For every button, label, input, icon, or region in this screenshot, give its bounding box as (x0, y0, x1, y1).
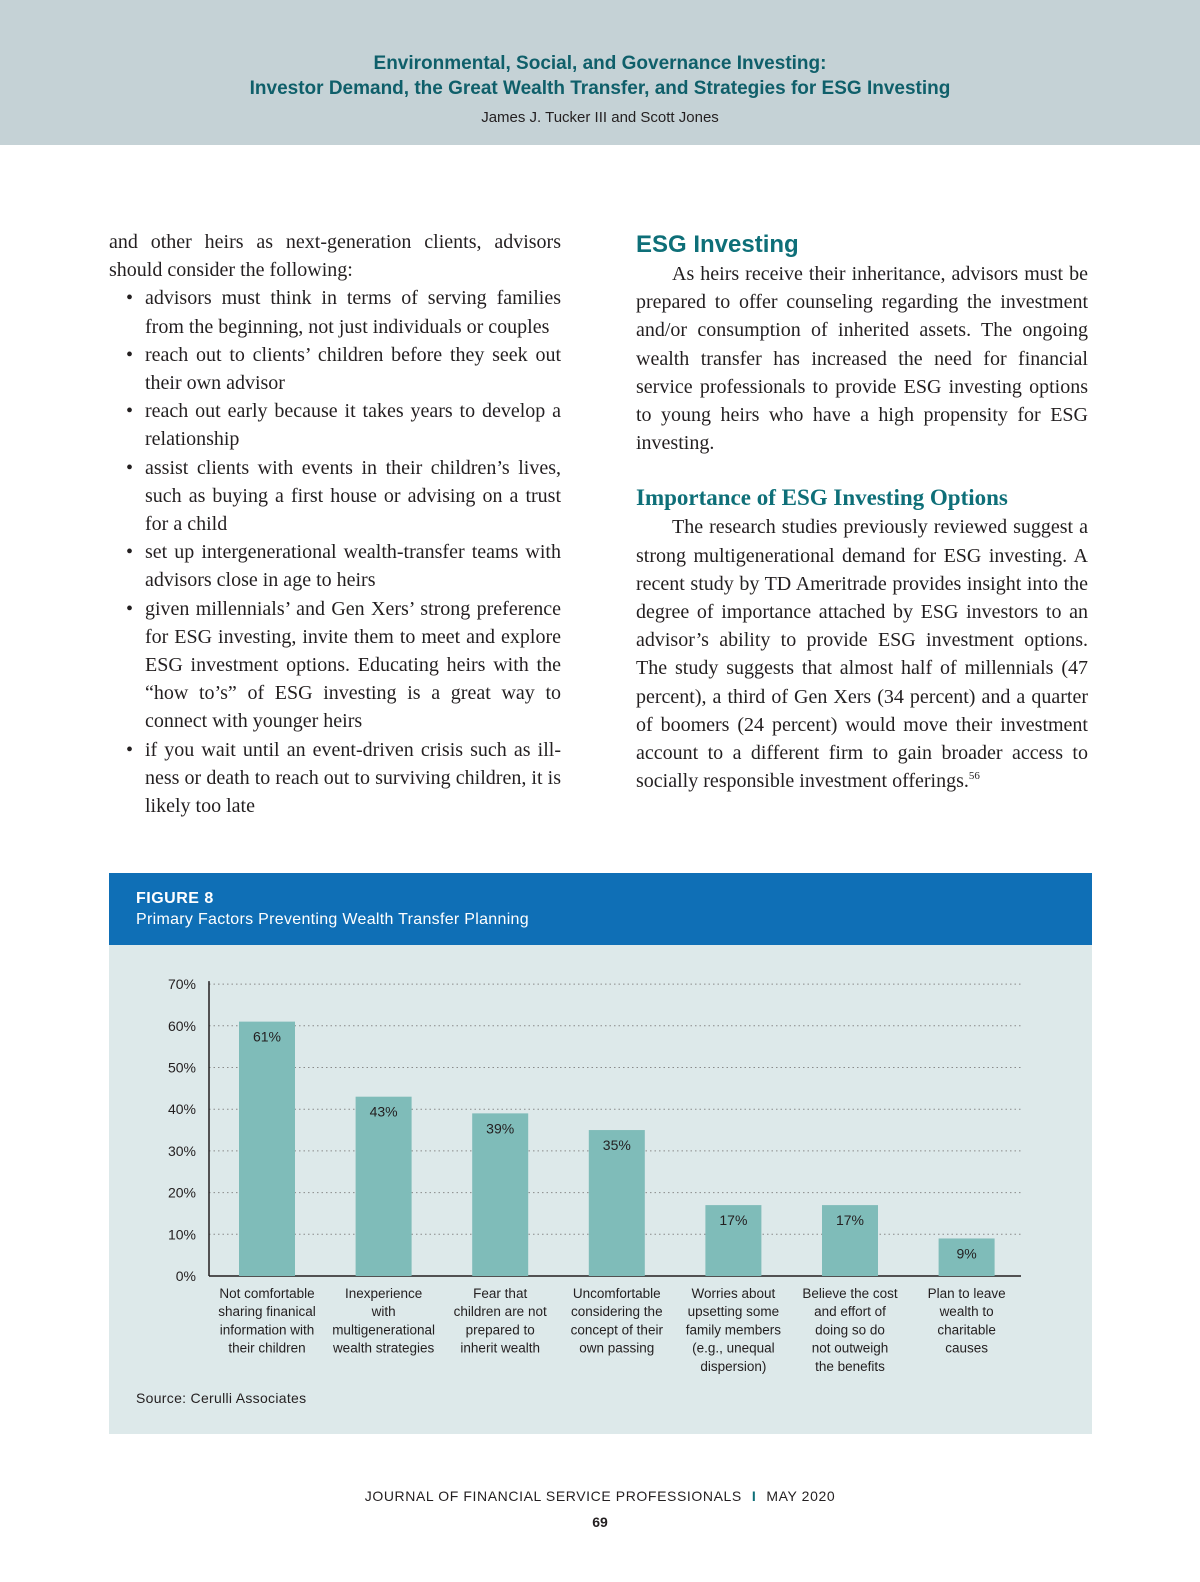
figure-title: Primary Factors Preventing Wealth Transfer Planning (136, 911, 529, 928)
y-tick-label: 50% (167, 1059, 196, 1076)
esg-paragraph: As heirs receive their inheritance, advisors must be prepared to offer counseling regarding the investment and/or consumption of inherited assets. The ongoing wealth transfer has increased the need for financial service professionals to provide ESG investing options to young heirs who have a high propensity for ESG investing. (636, 263, 1088, 455)
bullet-item (109, 397, 561, 453)
page-number: 69 (592, 1514, 608, 1530)
x-category-label: information with (219, 1322, 315, 1338)
bar (356, 1097, 412, 1276)
left-column (109, 228, 561, 820)
footer-separator: I (751, 1488, 757, 1504)
bullet-text: set up intergenerational wealth-transfer teams with advisors close in age to heirs (145, 541, 561, 592)
figure-label: FIGURE 8 (136, 890, 214, 907)
x-category-label: upsetting some (687, 1304, 780, 1320)
bullet-text: advisors must think in terms of serving families from the beginning, not just individuals or couples (145, 287, 561, 338)
journal-name: JOURNAL OF FINANCIAL SERVICE PROFESSIONALS (364, 1488, 742, 1504)
left-intro: and other heirs as next-generation clients, advisors should consider the following: (109, 231, 561, 282)
bullet-item (109, 454, 561, 539)
x-category-label: sharing finanical (218, 1304, 316, 1320)
bullet-text: reach out to clients’ children before they seek out their own advisor (145, 343, 561, 395)
x-category-label: charitable (937, 1322, 996, 1338)
x-category-label: own passing (579, 1340, 655, 1356)
bar-value-label: 43% (369, 1103, 398, 1120)
y-tick-label: 60% (167, 1017, 196, 1034)
x-category-label: Fear that (473, 1286, 528, 1301)
x-category-label: not outweigh (811, 1340, 889, 1356)
x-category-label: dispersion) (700, 1358, 767, 1374)
bullet-text: assist clients with events in their children’s lives, such as buying a first house or advising on a trust for a child (145, 456, 561, 536)
x-category-label: children are not (453, 1304, 547, 1320)
subsection-heading: Importance of ESG Investing Options (636, 485, 1008, 511)
bullet-item (109, 284, 561, 340)
bullet-text: given millennials’ and Gen Xers’ strong preference for ESG investing, invite them to meet and explore ESG investment options. Educating heirs with the “how to’s” of ESG investing is a great way to connect with younger heirs (145, 597, 561, 733)
right-column (636, 228, 1088, 795)
x-category-label: the benefits (815, 1358, 885, 1374)
x-category-label: multigenerational (332, 1322, 436, 1338)
bullet-item (109, 538, 561, 594)
bullet-icon: • (126, 343, 134, 366)
figure-source: Source: Cerulli Associates (136, 1390, 307, 1406)
bullet-icon: • (126, 597, 134, 620)
bar-value-label: 61% (252, 1028, 282, 1045)
x-category-label: Inexperience (344, 1286, 423, 1301)
bullet-item (109, 341, 561, 397)
x-category-label: Plan to leave (927, 1286, 1006, 1301)
y-tick-label: 0% (175, 1268, 196, 1284)
x-category-label: (e.g., unequal (692, 1340, 775, 1356)
y-tick-label: 10% (167, 1226, 196, 1243)
header-title-line1: Environmental, Social, and Governance Investing: (373, 53, 827, 74)
bullet-icon: • (126, 456, 134, 479)
bullet-icon: • (126, 541, 134, 564)
bar-value-label: 17% (835, 1212, 865, 1229)
bullet-text: reach out early because it takes years to develop a relationship (145, 400, 561, 451)
bullet-icon: • (126, 287, 134, 310)
bar-value-label: 17% (719, 1212, 748, 1229)
bar-value-label: 9% (956, 1245, 977, 1262)
x-category-label: concept of their (570, 1322, 663, 1338)
figure-body (109, 945, 1092, 1434)
x-category-label: considering the (571, 1304, 663, 1320)
bullet-icon: • (126, 400, 134, 423)
bullet-item (109, 595, 561, 736)
y-tick-label: 30% (167, 1142, 196, 1159)
bullet-item (109, 736, 561, 821)
bar (239, 1022, 295, 1276)
y-tick-label: 40% (167, 1101, 196, 1118)
x-category-label: wealth strategies (332, 1340, 435, 1356)
bar (472, 1113, 528, 1276)
x-category-label: doing so do (815, 1322, 885, 1338)
importance-paragraph (636, 513, 1088, 795)
y-tick-label: 20% (167, 1184, 196, 1201)
footer-journal (0, 1488, 1200, 1504)
x-category-label: family members (685, 1322, 782, 1338)
advisor-bullet-list (109, 284, 561, 820)
issue-date: MAY 2020 (766, 1488, 836, 1504)
x-category-label: Worries about (691, 1286, 776, 1301)
x-category-label: their children (228, 1340, 306, 1356)
x-category-label: causes (945, 1340, 988, 1356)
x-category-label: Believe the cost (802, 1286, 898, 1301)
bar-value-label: 39% (486, 1120, 515, 1137)
y-tick-label: 70% (167, 976, 196, 993)
x-category-label: prepared to (465, 1322, 535, 1338)
x-category-label: inherit wealth (460, 1340, 540, 1356)
section-heading: ESG Investing (636, 231, 799, 258)
header-title-line2: Investor Demand, the Great Wealth Transfer, and Strategies for ESG Investing (249, 78, 951, 99)
bar-chart (109, 945, 1092, 1385)
x-category-label: and effort of (814, 1304, 886, 1320)
importance-paragraph-text: The research studies previously reviewed suggest a strong multigenerational demand for ESG investing. A recent study by TD Ameritrade provides insight into the degree of importance attached by ESG investors to an advisor’s ability to provide ESG investment options. The study suggests that almost half of millennials (47 percent), a third of Gen Xers (34 percent) and a quarter of boomers (24 percent) would move their investment account to a different firm to gain broader access to socially responsible investment offerings. (636, 516, 1088, 793)
header-authors: James J. Tucker III and Scott Jones (481, 109, 719, 126)
bullet-icon: • (126, 738, 134, 761)
x-category-label: wealth to (939, 1304, 994, 1320)
x-category-label: Uncomfortable (572, 1286, 661, 1301)
bar-value-label: 35% (602, 1137, 631, 1154)
running-header (0, 0, 1200, 145)
footnote-ref: 56 (968, 770, 980, 783)
x-category-label: Not comfortable (219, 1286, 315, 1301)
figure-header (109, 873, 1092, 945)
bullet-text: if you wait until an event-driven crisis such as illness or death to reach out to surviving children, it is likely too late (145, 738, 561, 818)
x-category-label: with (371, 1304, 396, 1320)
